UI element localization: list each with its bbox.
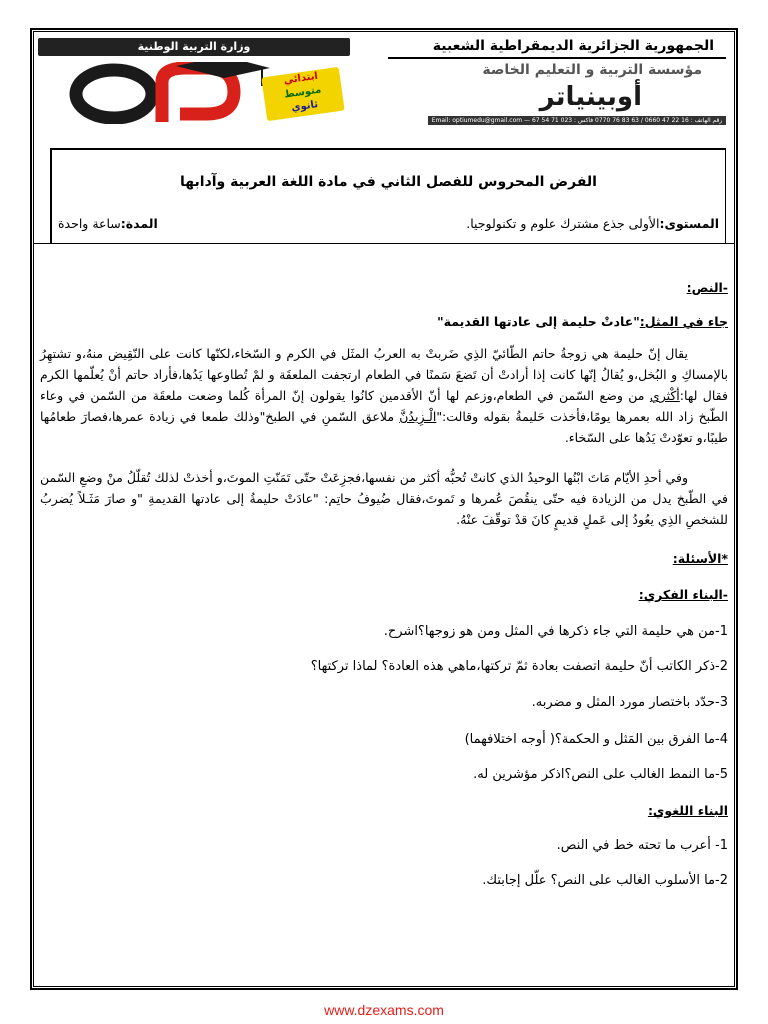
section-divider (34, 243, 734, 244)
paragraph-1-part-c: ملاعق السّمنِ في الطبخ"وذلك طمعا في زيادة عمرها،فصارَ طعامُها طيبًا،و تعوّدتْ يَدُها على السّخاء. (40, 409, 728, 445)
ministry-band (38, 38, 350, 56)
level-label: المستوى: (659, 216, 719, 231)
level-value: الأولى جذع مشترك علوم و تكنولوجيا. (466, 216, 660, 231)
level-secondary: ثانوي (290, 99, 319, 114)
text-heading-row (40, 280, 728, 295)
duration-label: المدة: (120, 216, 158, 231)
contact-bar: رقم الهاتف : 16 22 47 0660 / 63 83 76 0770 فاكس : 023 71 54 67 — Email: optiumedu@gmail.com (428, 116, 726, 125)
exam-title: الفرض المحروس للفصل الثاني في مادة اللغة العربية وآدابها (180, 174, 597, 190)
underlined-word-2: الْـزِيدُنَّ (399, 409, 437, 424)
question-5: 5-ما النمط الغالب على النص؟اذكر مؤشرين له. (473, 767, 728, 782)
ministry-text: وزارة التربية الوطنية (137, 40, 251, 53)
duration-value: ساعة واحدة (58, 216, 121, 231)
levels-badge (261, 67, 344, 121)
proverb-text: "عادتْ حليمة إلى عادتها القديمة" (437, 314, 640, 329)
question-1: 1-من هي حليمة التي جاء ذكرها في المثل ومن هو زوجها؟اشرح. (383, 624, 728, 639)
paragraph-2-text: وفي أحدِ الأيّام مَاتَ ابْنُها الوحيدُ الذي كانتْ تُحبُّه أكثر من نفسها،فجزِعَتْ حتّى تَمَنّتِ الموتَ،و أخذتْ لذلك تُقلّلُ منْ وضعِ السّمن في الطّبخ يدل من الزيادة فيه حتّى ينقُصَ عُمرها و تَموتَ،فقال ضُيوفُ حاتِم: "عادَتْ حليمةُ إلى عادتها القديمةِ "و صارَ مَثَـلاً يُضربُ للشخصِ الذِي يعُودُ إلى عَملٍ قديمٍ كانَ قدْ توقّفَ عنْهُ. (40, 470, 728, 527)
proverb-line (40, 314, 728, 329)
header-divider (388, 57, 726, 59)
level-primary: ابتدائي (283, 70, 319, 87)
paragraph-1 (40, 343, 728, 448)
republic-title: الجمهورية الجزائرية الديمقراطية الشعبية (432, 38, 714, 54)
linguistic-heading: البناء اللغوي: (647, 803, 728, 818)
paragraph-1-part-b: من وضع السّمن في الطعام،وزعم لها أنّ الأقدمين كانُوا يقولون إنّ المرأة كُلما وضعت ملعقَة من السّمن في وعاء الطّبخ زاد الله بعمرها يومًا،فأخذت حَليمةُ بقوله وقالت:" (40, 388, 728, 424)
institution-name: مؤسسة التربية و التعليم الخاصة (482, 62, 702, 78)
questions-heading: *الأسئلة: (672, 551, 728, 566)
school-header (38, 34, 726, 124)
underlined-word-1: أكْثري (649, 388, 680, 403)
proverb-intro: جاء في المثل: (639, 314, 728, 329)
linguistic-heading-row (40, 803, 728, 818)
linguistic-question-2: 2-ما الأسلوب الغالب على النص؟ علّل إجابتك. (482, 873, 728, 888)
question-3: 3-حدّد باختصار مورد المثل و مضربه. (531, 695, 728, 710)
question-2: 2-ذكر الكاتب أنّ حليمة اتصفت بعادة ثمّ تركتها،ماهي هذه العادة؟ لماذا تركتها؟ (310, 659, 728, 674)
school-logo-icon (56, 62, 276, 124)
level-middle: متوسط (283, 84, 322, 101)
linguistic-question-1: 1- أعرب ما تحته خط في النص. (556, 838, 728, 853)
intellectual-heading-row (40, 587, 728, 602)
footer-url[interactable]: www.dzexams.com (324, 1002, 444, 1018)
level-info (466, 216, 719, 231)
question-4: 4-ما الفرق بين المَثل و الحكمة؟( أوجه اختلافهما) (464, 732, 728, 747)
brand-name: أوبينياتر (539, 82, 642, 112)
text-heading: -النص: (686, 280, 728, 295)
questions-heading-row (40, 551, 728, 566)
exam-info-box (50, 148, 726, 244)
intellectual-heading: -البناء الفكري: (638, 587, 728, 602)
duration-info (58, 216, 158, 231)
paragraph-2 (40, 467, 728, 530)
paragraph-1-part-a: يقال إنّ حليمة هي زوجةُ حاتم الطّائيّ الذِي ضَربتْ به العربُ المثَل في الكرم و السّخاء،لكنّها كانت على النّقِيض منهُ،و تشتهِرُ بالإمساكِ و البُخل،و يُقالُ إنّها كانت إذا أرادتْ أن تَضعَ سَمنًا في الطعام ارتجفت الملعقَة و لمْ تُطاوعها يَدُها،فأراد حاتم أنْ يُعلّمها الكرم فقال لها: (40, 346, 728, 403)
exam-meta (58, 216, 719, 231)
